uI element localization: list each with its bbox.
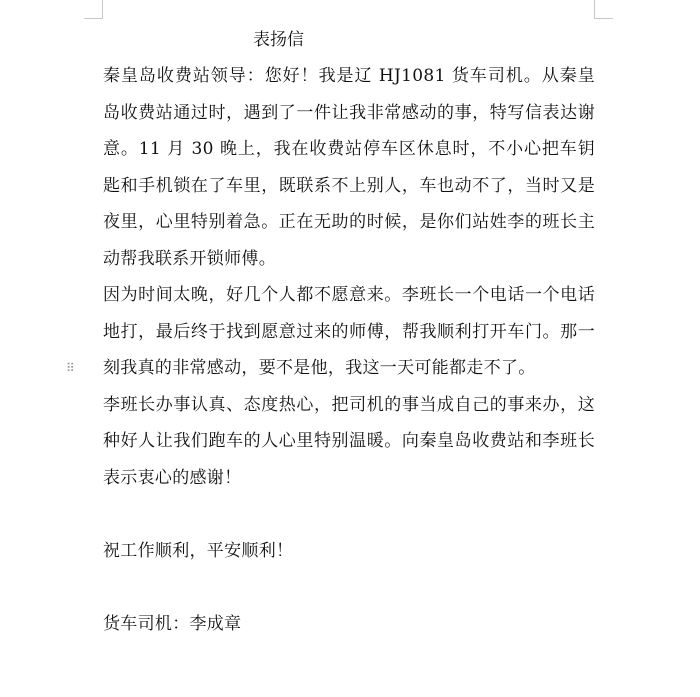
blank-line [103, 569, 595, 606]
letter-paragraph-2: 因为时间太晚，好几个人都不愿意来。李班长一个电话一个电话地打，最后终于找到愿意过来的师傅，帮我顺利打开车门。那一刻我真的非常感动，要不是他，我这一天可能都走不了。 [103, 285, 595, 378]
letter-paragraph-3: 李班长办事认真、态度热心，把司机的事当成自己的事来办，这种好人让我们跑车的人心里特别温暖。向秦皇岛收费站和李班长表示衷心的感谢！ [103, 394, 595, 488]
page-corner-mark-top-left [84, 0, 103, 19]
letter-paragraph-1: 秦皇岛收费站领导：您好！我是辽 HJ1081 货车司机。从秦皇岛收费站通过时，遇到了一件让我非常感动的事，特写信表达谢意。11 月 30 晚上，我在收费站停车区休息时，不小心把车钥匙和手机锁在了车里，既联系不上别人，车也动不了，当时又是夜里，心里特别着急。正在无助的时候，是你们站姓李的班长主动帮我联系开锁师傅。 [103, 66, 595, 269]
letter-closing: 祝工作顺利，平安顺利！ [103, 540, 294, 561]
letter-title: 表扬信 [253, 30, 304, 50]
page-corner-mark-top-right [594, 0, 613, 19]
letter-signature: 货车司机：李成章 [103, 613, 242, 634]
document-body[interactable] [103, 22, 595, 642]
paragraph-drag-handle-icon[interactable]: ⠿ [66, 361, 74, 375]
blank-line [103, 496, 595, 533]
